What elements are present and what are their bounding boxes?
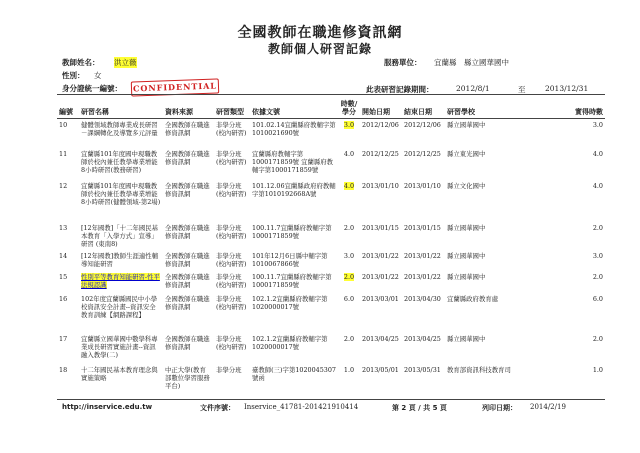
col-end: 結束日期 bbox=[402, 96, 445, 119]
row-hours: 2.0 bbox=[343, 334, 355, 343]
row-source: 全國教師在職進修資訊網 bbox=[165, 181, 210, 198]
unit-label: 服務單位： bbox=[384, 58, 422, 67]
row-school: 縣立東光國中 bbox=[447, 149, 486, 158]
period-label: 此表研習記錄期間： bbox=[366, 85, 434, 94]
row-start: 2013/04/25 bbox=[362, 334, 399, 343]
row-end: 2013/01/22 bbox=[404, 272, 441, 281]
print-date-label: 列印日期： bbox=[482, 404, 517, 412]
row-name: [12年國教]教師生涯適性輔導知能研習 bbox=[81, 251, 159, 268]
row-name: 性別平等教育知能研習-性平法規認識 bbox=[81, 272, 160, 289]
col-hours: 時數/學分 bbox=[338, 96, 360, 119]
row-type: 非學分班 bbox=[216, 365, 242, 374]
page-subtitle: 教師個人研習記錄 bbox=[267, 42, 372, 56]
row-name: 宜蘭縣立國華國中數學科專業成長研習實施計畫--資訊融入教學(二) bbox=[81, 334, 158, 359]
col-actual: 實得時數 bbox=[551, 96, 605, 119]
doc-serial-label: 文件序號： bbox=[200, 404, 235, 412]
table-row bbox=[57, 293, 605, 333]
row-hours: 3.0 bbox=[343, 251, 355, 260]
row-source: 全國教師在職進修資訊網 bbox=[165, 294, 210, 311]
row-no: 16 bbox=[59, 294, 68, 303]
row-start: 2013/03/01 bbox=[362, 294, 399, 303]
print-date-value: 2014/2/19 bbox=[530, 403, 566, 411]
row-doc: 100.11.7宜蘭縣府教輔字第1000171859號 bbox=[252, 272, 332, 289]
col-source: 資料來源 bbox=[163, 96, 214, 119]
row-no: 17 bbox=[59, 334, 68, 343]
row-school: 宜蘭縣政府教育處 bbox=[447, 294, 499, 303]
row-no: 18 bbox=[59, 365, 68, 374]
row-source: 全國教師在職進修資訊網 bbox=[165, 223, 210, 240]
footer-rule bbox=[57, 399, 605, 400]
row-actual: 2.0 bbox=[592, 334, 603, 343]
period-to: 至 bbox=[518, 85, 526, 94]
row-source: 全國教師在職進修資訊網 bbox=[165, 272, 210, 289]
id-label: 身分證統一編號： bbox=[62, 84, 122, 93]
row-no: 11 bbox=[59, 149, 68, 158]
row-end: 2013/04/25 bbox=[404, 334, 441, 343]
header-rule bbox=[57, 94, 605, 95]
row-actual: 4.0 bbox=[592, 149, 603, 158]
row-type: 非學分班(校內研習) bbox=[216, 251, 247, 268]
row-doc: 101.12.06宜蘭縣政府府教輔字第1010192668A號 bbox=[252, 181, 336, 198]
unit-value: 宜蘭縣 縣立國華國中 bbox=[434, 58, 509, 67]
row-school: 教育部資訊科技教育司 bbox=[447, 365, 511, 374]
row-actual: 2.0 bbox=[592, 272, 603, 281]
row-type: 非學分班(校內研習) bbox=[216, 149, 247, 166]
row-start: 2013/01/15 bbox=[362, 223, 399, 232]
table-row bbox=[57, 271, 605, 293]
table-row bbox=[57, 333, 605, 364]
row-name: 102年度宜蘭縣國民中小學校資訊安全計畫--資訊安全教育訓練【網路課程】 bbox=[81, 294, 158, 319]
row-type: 非學分班(校內研習) bbox=[216, 334, 247, 351]
row-actual: 4.0 bbox=[592, 181, 603, 190]
row-end: 2013/05/31 bbox=[404, 365, 441, 374]
row-end: 2012/12/06 bbox=[404, 121, 441, 129]
row-hours: 4.0 bbox=[343, 181, 355, 190]
footer-url[interactable]: http://inservice.edu.tw bbox=[62, 403, 153, 411]
table-row bbox=[57, 180, 605, 222]
doc-serial-value: Inservice_41781-201421910414 bbox=[244, 403, 359, 411]
row-no: 13 bbox=[59, 223, 68, 232]
row-source: 中正大學(教育部數位學習服務平台) bbox=[165, 365, 210, 390]
row-name: 十二年國民基本教育理念與實施策略 bbox=[81, 365, 158, 382]
row-end: 2012/12/25 bbox=[404, 149, 441, 158]
row-source: 全國教師在職進修資訊網 bbox=[165, 334, 210, 351]
row-hours: 3.0 bbox=[343, 121, 355, 129]
row-doc: 100.11.7宜蘭縣府教輔字第1000171859號 bbox=[252, 223, 332, 240]
table-row bbox=[57, 250, 605, 271]
gender-value: 女 bbox=[94, 71, 102, 80]
row-hours: 6.0 bbox=[343, 294, 355, 303]
row-school: 縣立文化國中 bbox=[447, 181, 486, 190]
row-start: 2013/05/01 bbox=[362, 365, 399, 374]
row-start: 2013/01/22 bbox=[362, 251, 399, 260]
table-row bbox=[57, 148, 605, 180]
teacher-name-label: 教師姓名： bbox=[62, 58, 100, 67]
row-source: 全國教師在職進修資訊網 bbox=[165, 121, 210, 137]
row-hours: 4.0 bbox=[343, 149, 355, 158]
row-no: 10 bbox=[59, 121, 68, 129]
row-start: 2012/12/25 bbox=[362, 149, 399, 158]
row-school: 縣立國華國中 bbox=[447, 334, 486, 343]
col-type: 研習類型 bbox=[214, 96, 250, 119]
period-end: 2013/12/31 bbox=[545, 84, 589, 93]
row-actual: 1.0 bbox=[592, 365, 603, 374]
row-school: 縣立國華國中 bbox=[447, 223, 486, 232]
row-doc: 101年12月6日縣中輔字第1010067866號 bbox=[252, 251, 328, 268]
row-name: [12年國教]「十二年國民基本教育「入學方式」宣導」研習 (東南8) bbox=[81, 223, 159, 248]
row-school: 縣立國華國中 bbox=[447, 121, 486, 129]
col-school: 研習學校 bbox=[445, 96, 551, 119]
teacher-name-value: 洪立薇 bbox=[114, 58, 137, 67]
row-no: 14 bbox=[59, 251, 68, 260]
training-record-table bbox=[57, 96, 605, 392]
row-no: 15 bbox=[59, 272, 68, 281]
row-hours: 1.0 bbox=[343, 365, 355, 374]
col-doc: 依據文號 bbox=[250, 96, 338, 119]
table-row bbox=[57, 222, 605, 250]
row-doc: 101.02.14宜蘭縣府教輔字第1010021690號 bbox=[252, 121, 336, 137]
page-title: 全國教師在職進修資訊網 bbox=[237, 25, 403, 41]
row-name: 宜蘭縣101年度國中現職教師於校內兼任教學專業增能8小時研習(教務研習) bbox=[81, 149, 158, 174]
row-hours: 2.0 bbox=[343, 223, 355, 232]
row-doc: 臺教師(三)字第1020045307號函 bbox=[252, 365, 336, 382]
row-type: 非學分班(校內研習) bbox=[216, 272, 247, 289]
col-name: 研習名稱 bbox=[79, 96, 163, 119]
row-source: 全國教師在職進修資訊網 bbox=[165, 149, 210, 166]
row-end: 2013/01/22 bbox=[404, 251, 441, 260]
row-end: 2013/01/15 bbox=[404, 223, 441, 232]
row-start: 2013/01/10 bbox=[362, 181, 399, 190]
row-start: 2013/01/22 bbox=[362, 272, 399, 281]
row-actual: 3.0 bbox=[592, 121, 603, 129]
table-row bbox=[57, 119, 605, 148]
row-school: 縣立國華國中 bbox=[447, 251, 486, 260]
row-source: 全國教師在職進修資訊網 bbox=[165, 251, 210, 268]
gender-label: 性別： bbox=[62, 71, 85, 80]
row-doc: 宜蘭縣府教輔字第1000171859號 宜蘭縣府教輔字第1000171859號 bbox=[252, 149, 334, 174]
col-no: 編號 bbox=[57, 96, 79, 119]
table-header-row bbox=[57, 96, 605, 119]
col-start: 開始日期 bbox=[360, 96, 402, 119]
row-no: 12 bbox=[59, 181, 68, 190]
page-indicator: 第 2 頁 / 共 5 頁 bbox=[392, 404, 447, 412]
row-type: 非學分班(校內研習) bbox=[216, 223, 247, 240]
row-name: 宜蘭縣101年度國中現職教師於校內兼任教學專業增能8小時研習(健體領域-第2場) bbox=[81, 181, 161, 206]
row-actual: 2.0 bbox=[592, 223, 603, 232]
row-hours: 2.0 bbox=[343, 272, 355, 281]
table-row bbox=[57, 364, 605, 392]
row-end: 2013/01/10 bbox=[404, 181, 441, 190]
row-end: 2013/04/30 bbox=[404, 294, 441, 303]
row-actual: 3.0 bbox=[592, 251, 603, 260]
row-type: 非學分班(校內研習) bbox=[216, 181, 247, 198]
row-type: 非學分班(校內研習) bbox=[216, 294, 247, 311]
row-doc: 102.1.2宜蘭縣府教輔字第1020000017號 bbox=[252, 294, 328, 311]
row-start: 2012/12/06 bbox=[362, 121, 399, 129]
confidential-stamp: CONFIDENTIAL bbox=[131, 78, 219, 96]
row-name: 健體領域教師專業成長研習－課綱轉化及導覽多元評量 bbox=[81, 121, 158, 137]
row-school: 縣立國華國中 bbox=[447, 272, 486, 281]
period-start: 2012/8/1 bbox=[456, 84, 490, 93]
row-actual: 6.0 bbox=[592, 294, 603, 303]
row-doc: 102.1.2宜蘭縣府教輔字第1020000017號 bbox=[252, 334, 328, 351]
row-type: 非學分班(校內研習) bbox=[216, 121, 247, 137]
